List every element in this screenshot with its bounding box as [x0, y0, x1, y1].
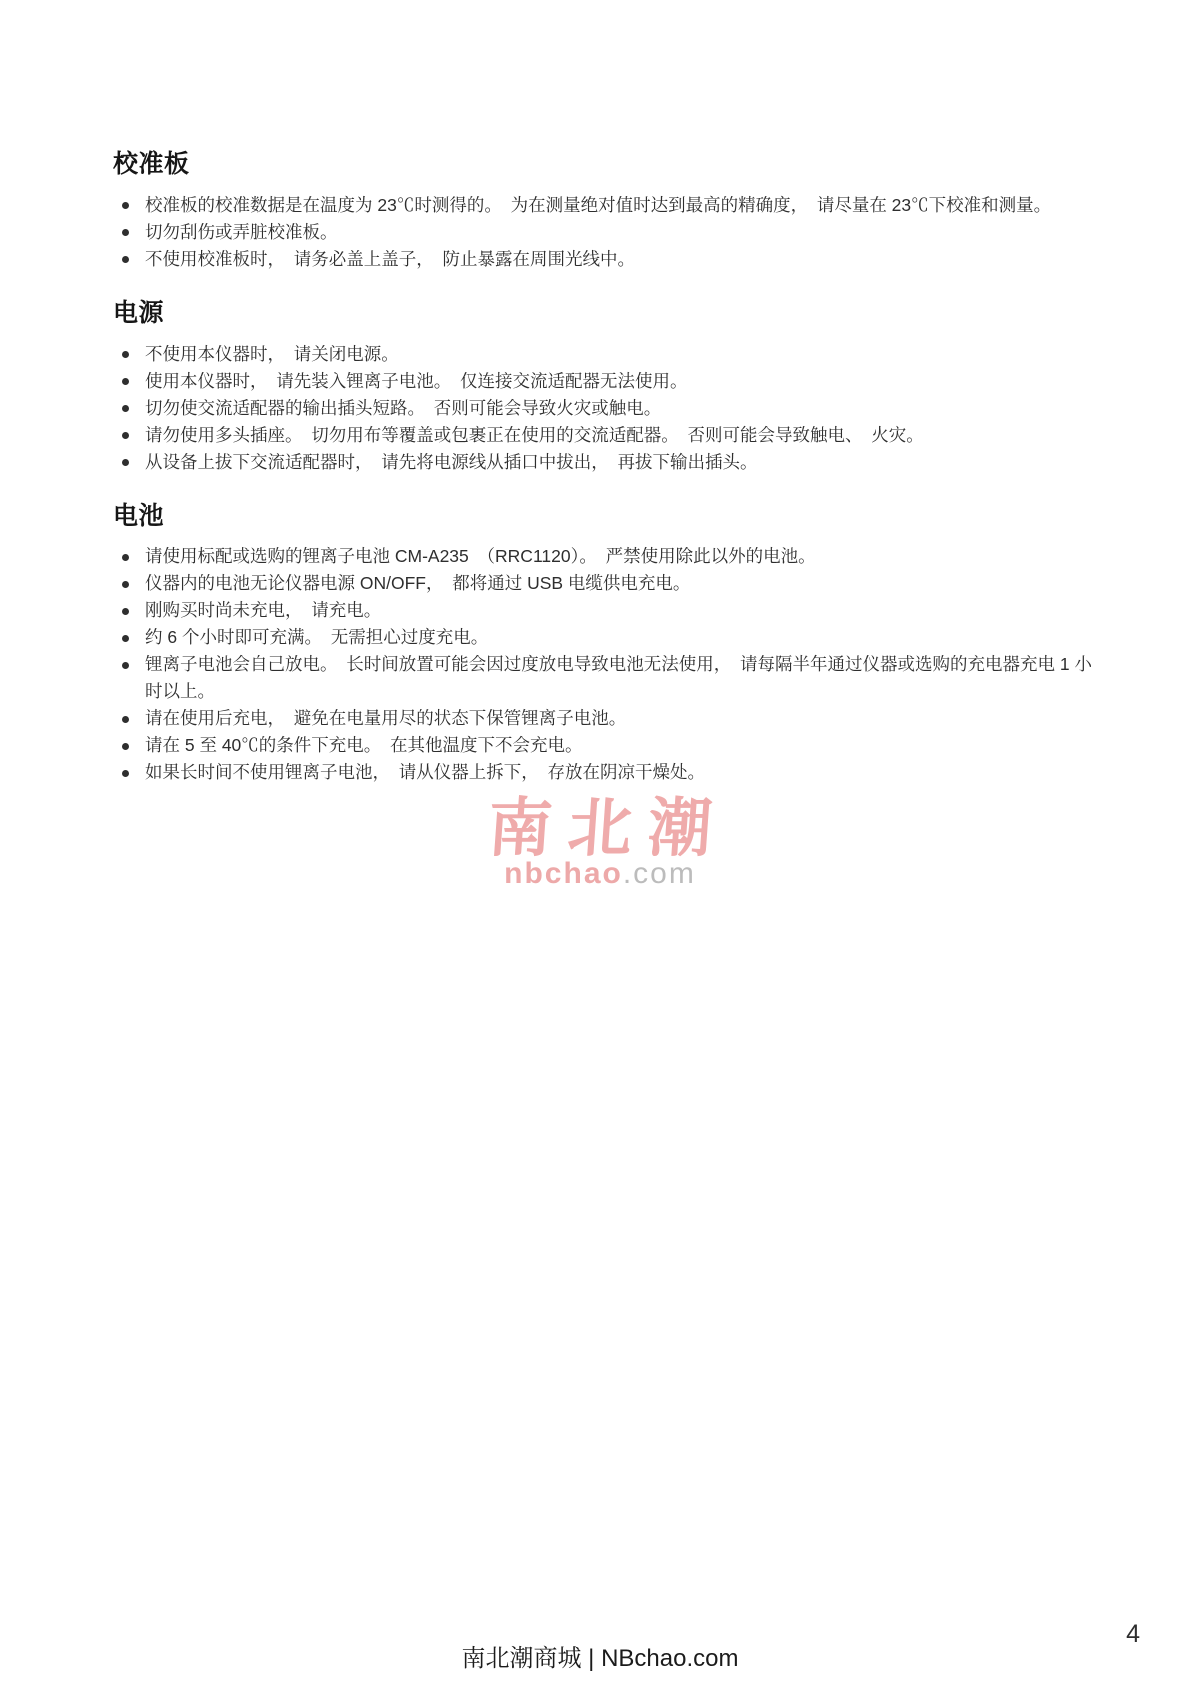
section-calibration-plate	[113, 150, 1095, 273]
bullet-item: 从设备上拔下交流适配器时， 请先将电源线从插口中拔出， 再拔下输出插头。	[113, 449, 1095, 476]
bullet-item: 仪器内的电池无论仪器电源 ON/OFF， 都将通过 USB 电缆供电充电。	[113, 570, 1095, 597]
bullet-item: 切勿使交流适配器的输出插头短路。 否则可能会导致火灾或触电。	[113, 395, 1095, 422]
watermark	[0, 791, 1200, 890]
bullet-item: 请勿使用多头插座。 切勿用布等覆盖或包裹正在使用的交流适配器。 否则可能会导致触电、 火灾。	[113, 422, 1095, 449]
bullet-list	[113, 341, 1095, 476]
bullet-item: 如果长时间不使用锂离子电池， 请从仪器上拆下， 存放在阴凉干燥处。	[113, 759, 1095, 786]
page-content	[113, 150, 1095, 786]
watermark-domain-suffix: .com	[622, 857, 696, 890]
bullet-list	[113, 192, 1095, 273]
bullet-item: 切勿刮伤或弄脏校准板。	[113, 219, 1095, 246]
bullet-item: 请使用标配或选购的锂离子电池 CM-A235 （RRC1120）。 严禁使用除此以外的电池。	[113, 543, 1095, 570]
bullet-item: 不使用校准板时， 请务必盖上盖子， 防止暴露在周围光线中。	[113, 246, 1095, 273]
watermark-domain	[0, 859, 1200, 889]
bullet-item: 使用本仪器时， 请先装入锂离子电池。 仅连接交流适配器无法使用。	[113, 368, 1095, 395]
bullet-item: 刚购买时尚未充电， 请充电。	[113, 597, 1095, 624]
bullet-item: 锂离子电池会自己放电。 长时间放置可能会因过度放电导致电池无法使用， 请每隔半年通过仪器或选购的充电器充电 1 小时以上。	[113, 651, 1095, 705]
bullet-list	[113, 543, 1095, 786]
bullet-item: 约 6 个小时即可充满。 无需担心过度充电。	[113, 624, 1095, 651]
section-heading: 电源	[113, 298, 165, 327]
watermark-logo-text: 南北潮	[485, 791, 731, 866]
bullet-item: 请在使用后充电， 避免在电量用尽的状态下保管锂离子电池。	[113, 705, 1095, 732]
page-footer: 南北潮商城 | NBchao.com	[461, 1645, 739, 1672]
watermark-domain-name: nbchao	[504, 857, 623, 890]
bullet-item: 校准板的校准数据是在温度为 23℃时测得的。 为在测量绝对值时达到最高的精确度， 请尽量在 23℃下校准和测量。	[113, 192, 1095, 219]
section-power	[113, 299, 1095, 476]
bullet-item: 请在 5 至 40℃的条件下充电。 在其他温度下不会充电。	[113, 732, 1095, 759]
section-heading: 电池	[113, 501, 165, 530]
section-battery	[113, 502, 1095, 787]
page-number: 4	[1126, 1620, 1140, 1648]
bullet-item: 不使用本仪器时， 请关闭电源。	[113, 341, 1095, 368]
section-heading: 校准板	[113, 150, 190, 178]
